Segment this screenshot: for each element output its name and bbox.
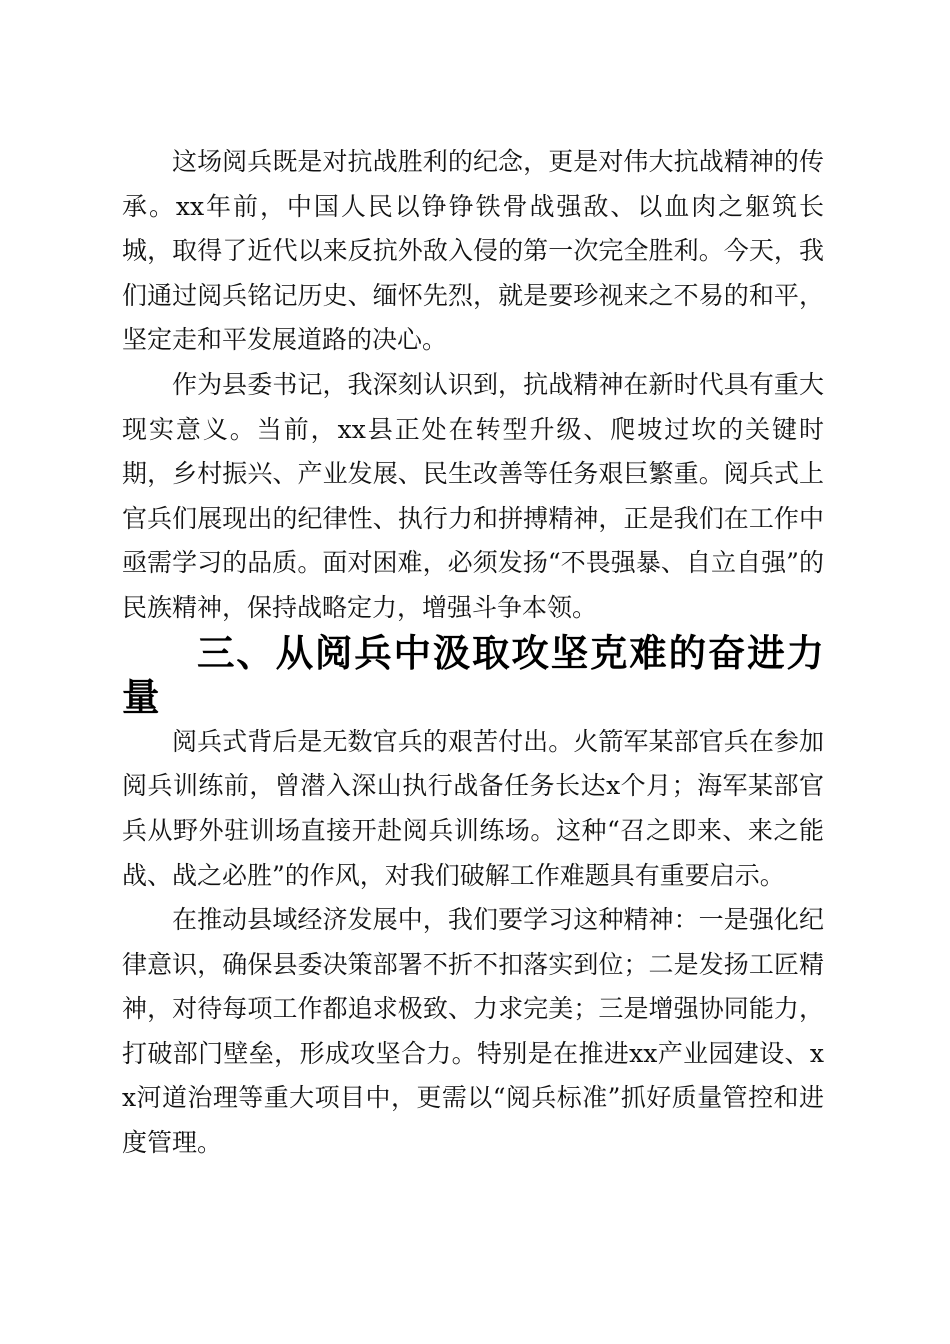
paragraph-county-development: 在推动县域经济发展中，我们要学习这种精神：一是强化纪律意识，确保县委决策部署不折不扣落实到位；二是发扬工匠精神，对待每项工作都追求极致、力求完美；三是增强协同能力，打破部门壁垒，形成攻坚合力。特别是在推进xx产业园建设、xx河道治理等重大项目中，更需以“阅兵标准”抓好质量管控和进度管理。 — [122, 905, 824, 1158]
paragraph-soldiers-effort: 阅兵式背后是无数官兵的艰苦付出。火箭军某部官兵在参加阅兵训练前，曾潜入深山执行战备任务长达x个月；海军某部官兵从野外驻训场直接开赴阅兵训练场。这种“召之即来、来之能战、战之必胜”的作风，对我们破解工作难题具有重要启示。 — [122, 726, 824, 890]
paragraph-victory-commemoration: 这场阅兵既是对抗战胜利的纪念，更是对伟大抗战精神的传承。xx年前，中国人民以铮铮铁骨战强敌、以血肉之躯筑长城，取得了近代以来反抗外敌入侵的第一次完全胜利。今天，我们通过阅兵铭记历史、缅怀先烈，就是要珍视来之不易的和平，坚定走和平发展道路的决心。 — [122, 147, 824, 355]
document-body — [122, 140, 824, 1166]
paragraph-county-secretary-reflection: 作为县委书记，我深刻认识到，抗战精神在新时代具有重大现实意义。当前，xx县正处在转型升级、爬坡过坎的关键时期，乡村振兴、产业发展、民生改善等任务艰巨繁重。阅兵式上官兵们展现出的纪律性、执行力和拼搏精神，正是我们在工作中亟需学习的品质。面对困难，必须发扬“不畏强暴、自立自强”的民族精神，保持战略定力，增强斗争本领。 — [122, 369, 824, 622]
section-heading: 三、从阅兵中汲取攻坚克难的奋进力量 — [122, 630, 824, 720]
